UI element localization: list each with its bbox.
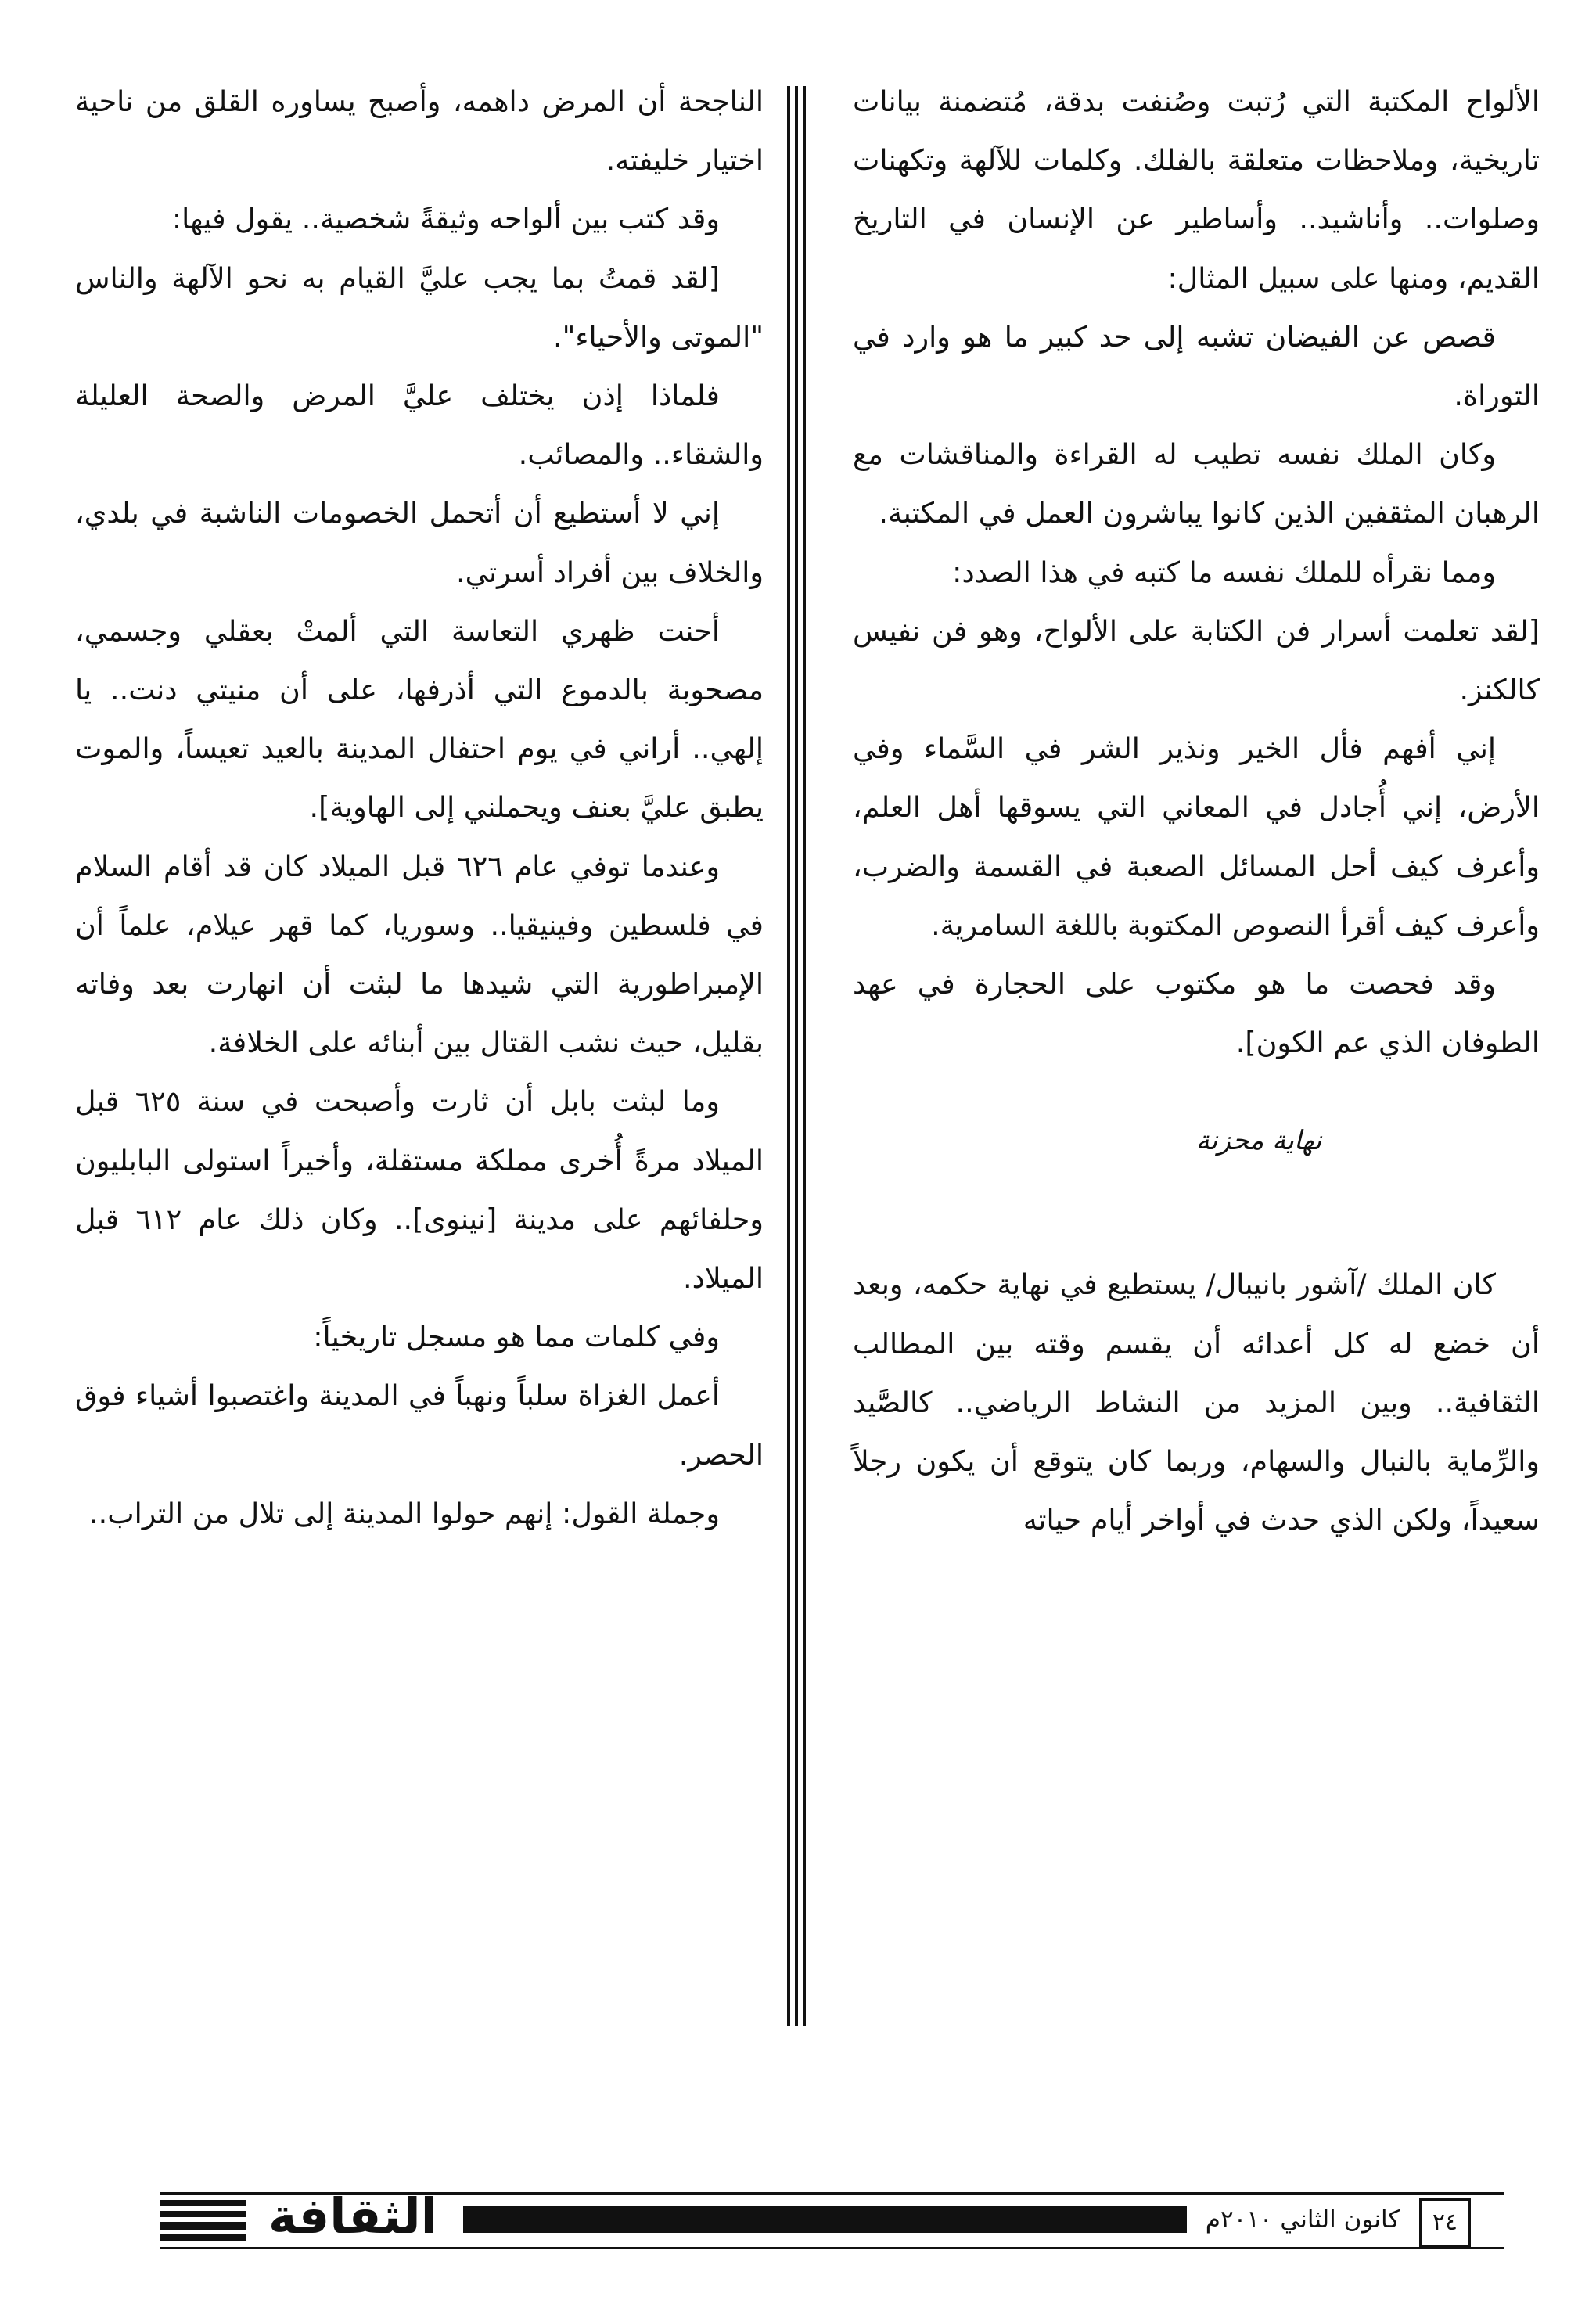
- column-divider: [803, 86, 806, 2026]
- page-footer: [0, 2175, 1596, 2261]
- footer-bottom-rule: [160, 2247, 1504, 2249]
- magazine-logo: الثقافة: [268, 2187, 437, 2245]
- paragraph: الناجحة أن المرض داهمه، وأصبح يساوره القلق من ناحية اختيار خليفته.: [75, 84, 764, 178]
- right-column: [853, 72, 1540, 2028]
- paragraph: وقد كتب بين ألواحه وثيقةً شخصية.. يقول فيها:: [171, 202, 720, 236]
- section-title: نهاية محزنة: [1195, 1125, 1322, 1157]
- quote-paragraph: [لقد قمتُ بما يجب عليَّ القيام به نحو الآلهة والناس "الموتى والأحياء".: [75, 261, 764, 354]
- footer-stripes: [160, 2200, 246, 2241]
- paragraph: الألواح المكتبة التي رُتبت وصُنفت بدقة، مُتضمنة بيانات تاريخية، وملاحظات متعلقة بالفلك. وكلمات للآلهة وتكهنات وصلوات.. وأناشيد.. وأساطير عن الإنسان في التاريخ القديم، ومنها على سبيل المثال:: [853, 84, 1540, 295]
- column-divider: [787, 86, 790, 2026]
- page-number: ٢٤: [1419, 2198, 1471, 2247]
- quote-paragraph: وقد فحصت ما هو مكتوب على الحجارة في عهد الطوفان الذي عم الكون].: [853, 967, 1540, 1060]
- paragraph: وفي كلمات مما هو مسجل تاريخياً:: [313, 1320, 720, 1354]
- issue-date: كانون الثاني ٢٠١٠م: [1205, 2205, 1400, 2234]
- footer-bar: [463, 2206, 1187, 2233]
- paragraph: وكان الملك نفسه تطيب له القراءة والمناقشات مع الرهبان المثقفين الذين كانوا يباشرون العمل في المكتبة.: [853, 437, 1540, 530]
- quote-paragraph: إني لا أستطيع أن أتحمل الخصومات الناشبة في بلدي، والخلاف بين أفراد أسرتي.: [75, 496, 764, 589]
- paragraph: ومما نقرأه للملك نفسه ما كتبه في هذا الصدد:: [952, 555, 1496, 589]
- quote-paragraph: فلماذا إذن يختلف عليَّ المرض والصحة العليلة والشقاء.. والمصائب.: [75, 379, 764, 472]
- quote-paragraph: أحنت ظهري التعاسة التي ألمتْ بعقلي وجسمي، مصحوبة بالدموع التي أذرفها، على أن منيتي دنت.. يا إلهي.. أراني في يوم احتفال المدينة بالعيد تعيساً، والموت يطبق عليَّ بعنف ويحملني إلى الهاوية].: [75, 613, 764, 825]
- column-divider: [795, 86, 798, 2026]
- paragraph: وما لبثت بابل أن ثارت وأصبحت في سنة ٦٢٥ قبل الميلاد مرةً أُخرى مملكة مستقلة، وأخيراً استولى البابليون وحلفائهم على مدينة [نينوى].. وكان ذلك عام ٦١٢ قبل الميلاد.: [75, 1084, 764, 1296]
- paragraph: وعندما توفي عام ٦٢٦ قبل الميلاد كان قد أقام السلام في فلسطين وفينيقيا.. وسوريا، كما قهر عيلام، علماً أن الإمبراطورية التي شيدها ما لبثت أن انهارت بعد وفاته بقليل، حيث نشب القتال بين أبنائه على الخلافة.: [75, 849, 764, 1060]
- paragraph: كان الملك /آشور بانيبال/ يستطيع في نهاية حكمه، وبعد أن خضع له كل أعدائه أن يقسم وقته بين المطالب الثقافية.. وبين المزيد من النشاط الرياضي.. كالصَّيد والرِّماية بالنبال والسهام، وربما كان يتوقع أن يكون رجلاً سعيداً، ولكن الذي حدث في أواخر أيام حياته: [853, 1267, 1540, 1537]
- quote-paragraph: إني أفهم فأل الخير ونذير الشر في السَّماء وفي الأرض، إني أُجادل في المعاني التي يسوقها أهل العلم، وأعرف كيف أحل المسائل الصعبة في القسمة والضرب، وأعرف كيف أقرأ النصوص المكتوبة باللغة السامرية.: [853, 732, 1540, 942]
- paragraph: أعمل الغزاة سلباً ونهباً في المدينة واغتصبوا أشياء فوق الحصر.: [75, 1379, 764, 1472]
- paragraph: وجملة القول: إنهم حولوا المدينة إلى تلال من التراب..: [89, 1496, 720, 1530]
- left-column: [75, 72, 764, 2028]
- paragraph: قصص عن الفيضان تشبه إلى حد كبير ما هو وارد في التوراة.: [853, 319, 1540, 413]
- quote-paragraph: [لقد تعلمت أسرار فن الكتابة على الألواح، وهو فن نفيس كالكنز.: [853, 613, 1540, 707]
